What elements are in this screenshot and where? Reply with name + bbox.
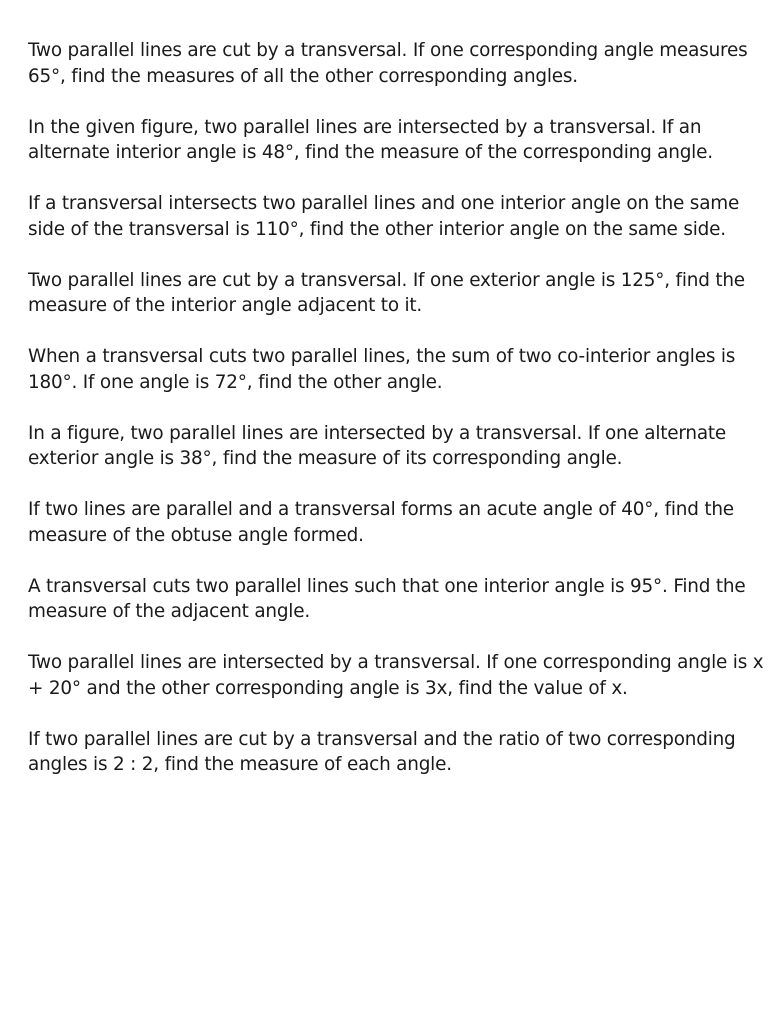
question-item: If two lines are parallel and a transversal forms an acute angle of 40°, find the measure of the obtuse angle formed. [28,499,734,546]
question-item: If two parallel lines are cut by a transversal and the ratio of two corresponding angles is 2 : 2, find the measure of each angle. [28,728,736,775]
question-item: In a figure, two parallel lines are intersected by a transversal. If one alternate exterior angle is 38°, find the measure of its corresponding angle. [28,422,727,469]
question-item: When a transversal cuts two parallel lines, the sum of two co-interior angles is 180°. If one angle is 72°, find the other angle. [28,346,736,393]
question-item: Two parallel lines are cut by a transversal. If one exterior angle is 125°, find the measure of the interior angle adjacent to it. [28,269,745,316]
question-item: In the given figure, two parallel lines are intersected by a transversal. If an alternate interior angle is 48°, find the measure of the corresponding angle. [28,116,713,163]
question-item: Two parallel lines are cut by a transversal. If one corresponding angle measures 65°, find the measures of all the other corresponding angles. [28,40,748,87]
question-list [28,38,764,803]
question-item: Two parallel lines are intersected by a transversal. If one corresponding angle is x + 20° and the other corresponding angle is 3x, find the value of x. [28,652,764,699]
question-item: A transversal cuts two parallel lines such that one interior angle is 95°. Find the measure of the adjacent angle. [28,575,746,622]
question-item: If a transversal intersects two parallel lines and one interior angle on the same side of the transversal is 110°, find the other interior angle on the same side. [28,193,740,240]
